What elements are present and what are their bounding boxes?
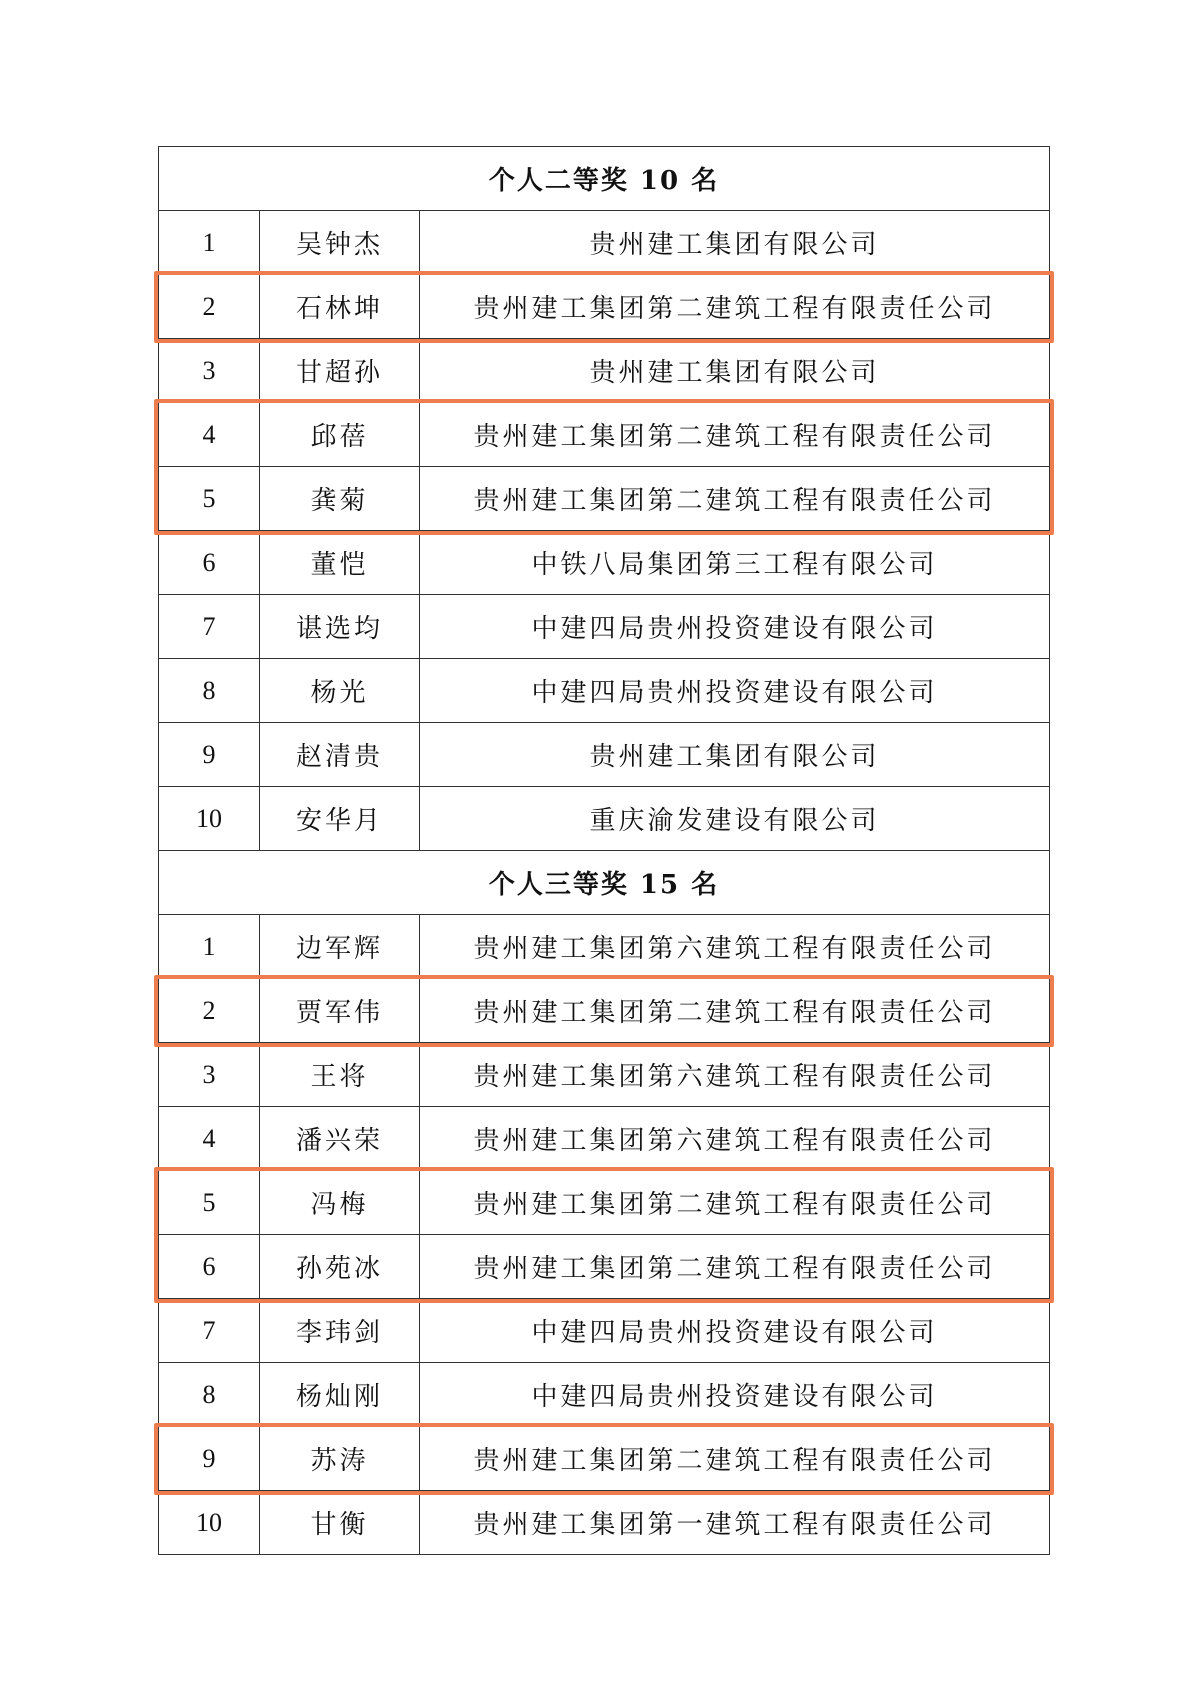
- award-table-body: [159, 147, 1050, 1555]
- organization-name: 中建四局贵州投资建设有限公司: [420, 595, 1050, 659]
- person-name: 邱蓓: [260, 403, 420, 467]
- person-name: 孙苑冰: [260, 1235, 420, 1299]
- row-number: 6: [159, 1235, 260, 1299]
- section-title: 个人二等奖 10 名: [159, 147, 1050, 211]
- organization-name: 重庆渝发建设有限公司: [420, 787, 1050, 851]
- row-number: 7: [159, 595, 260, 659]
- person-name: 边军辉: [260, 915, 420, 979]
- table-row: [159, 211, 1050, 275]
- organization-name: 贵州建工集团有限公司: [420, 723, 1050, 787]
- person-name: 潘兴荣: [260, 1107, 420, 1171]
- table-row: [159, 1427, 1050, 1491]
- table-row: [159, 787, 1050, 851]
- row-number: 10: [159, 1491, 260, 1555]
- organization-name: 贵州建工集团第六建筑工程有限责任公司: [420, 1043, 1050, 1107]
- organization-name: 贵州建工集团第一建筑工程有限责任公司: [420, 1491, 1050, 1555]
- organization-name: 中建四局贵州投资建设有限公司: [420, 659, 1050, 723]
- section-header-row: [159, 851, 1050, 915]
- person-name: 冯梅: [260, 1171, 420, 1235]
- table-row: [159, 1043, 1050, 1107]
- organization-name: 贵州建工集团第二建筑工程有限责任公司: [420, 467, 1050, 531]
- row-number: 1: [159, 211, 260, 275]
- row-number: 4: [159, 1107, 260, 1171]
- person-name: 杨灿刚: [260, 1363, 420, 1427]
- table-row: [159, 1235, 1050, 1299]
- table-row: [159, 915, 1050, 979]
- table-row: [159, 1491, 1050, 1555]
- organization-name: 中建四局贵州投资建设有限公司: [420, 1299, 1050, 1363]
- organization-name: 贵州建工集团第二建筑工程有限责任公司: [420, 1427, 1050, 1491]
- table-row: [159, 339, 1050, 403]
- person-name: 贾军伟: [260, 979, 420, 1043]
- row-number: 9: [159, 1427, 260, 1491]
- row-number: 3: [159, 339, 260, 403]
- row-number: 5: [159, 1171, 260, 1235]
- row-number: 10: [159, 787, 260, 851]
- person-name: 安华月: [260, 787, 420, 851]
- table-row: [159, 979, 1050, 1043]
- row-number: 1: [159, 915, 260, 979]
- organization-name: 贵州建工集团第二建筑工程有限责任公司: [420, 275, 1050, 339]
- row-number: 8: [159, 1363, 260, 1427]
- organization-name: 中建四局贵州投资建设有限公司: [420, 1363, 1050, 1427]
- person-name: 甘超孙: [260, 339, 420, 403]
- person-name: 石林坤: [260, 275, 420, 339]
- table-row: [159, 659, 1050, 723]
- row-number: 2: [159, 979, 260, 1043]
- person-name: 苏涛: [260, 1427, 420, 1491]
- award-table: [158, 146, 1050, 1555]
- organization-name: 贵州建工集团有限公司: [420, 339, 1050, 403]
- row-number: 7: [159, 1299, 260, 1363]
- organization-name: 贵州建工集团第二建筑工程有限责任公司: [420, 979, 1050, 1043]
- table-row: [159, 467, 1050, 531]
- section-header-row: [159, 147, 1050, 211]
- table-row: [159, 595, 1050, 659]
- table-row: [159, 275, 1050, 339]
- organization-name: 贵州建工集团有限公司: [420, 211, 1050, 275]
- section-title: 个人三等奖 15 名: [159, 851, 1050, 915]
- table-row: [159, 1107, 1050, 1171]
- person-name: 龚菊: [260, 467, 420, 531]
- organization-name: 贵州建工集团第六建筑工程有限责任公司: [420, 1107, 1050, 1171]
- organization-name: 贵州建工集团第六建筑工程有限责任公司: [420, 915, 1050, 979]
- row-number: 2: [159, 275, 260, 339]
- row-number: 6: [159, 531, 260, 595]
- person-name: 甘衡: [260, 1491, 420, 1555]
- table-row: [159, 1171, 1050, 1235]
- row-number: 9: [159, 723, 260, 787]
- organization-name: 中铁八局集团第三工程有限公司: [420, 531, 1050, 595]
- table-row: [159, 723, 1050, 787]
- organization-name: 贵州建工集团第二建筑工程有限责任公司: [420, 1235, 1050, 1299]
- person-name: 吴钟杰: [260, 211, 420, 275]
- person-name: 王将: [260, 1043, 420, 1107]
- table-row: [159, 403, 1050, 467]
- table-row: [159, 1299, 1050, 1363]
- row-number: 3: [159, 1043, 260, 1107]
- person-name: 谌选均: [260, 595, 420, 659]
- organization-name: 贵州建工集团第二建筑工程有限责任公司: [420, 403, 1050, 467]
- person-name: 杨光: [260, 659, 420, 723]
- row-number: 5: [159, 467, 260, 531]
- row-number: 4: [159, 403, 260, 467]
- table-row: [159, 531, 1050, 595]
- row-number: 8: [159, 659, 260, 723]
- table-row: [159, 1363, 1050, 1427]
- person-name: 李玮剑: [260, 1299, 420, 1363]
- organization-name: 贵州建工集团第二建筑工程有限责任公司: [420, 1171, 1050, 1235]
- person-name: 赵清贵: [260, 723, 420, 787]
- person-name: 董恺: [260, 531, 420, 595]
